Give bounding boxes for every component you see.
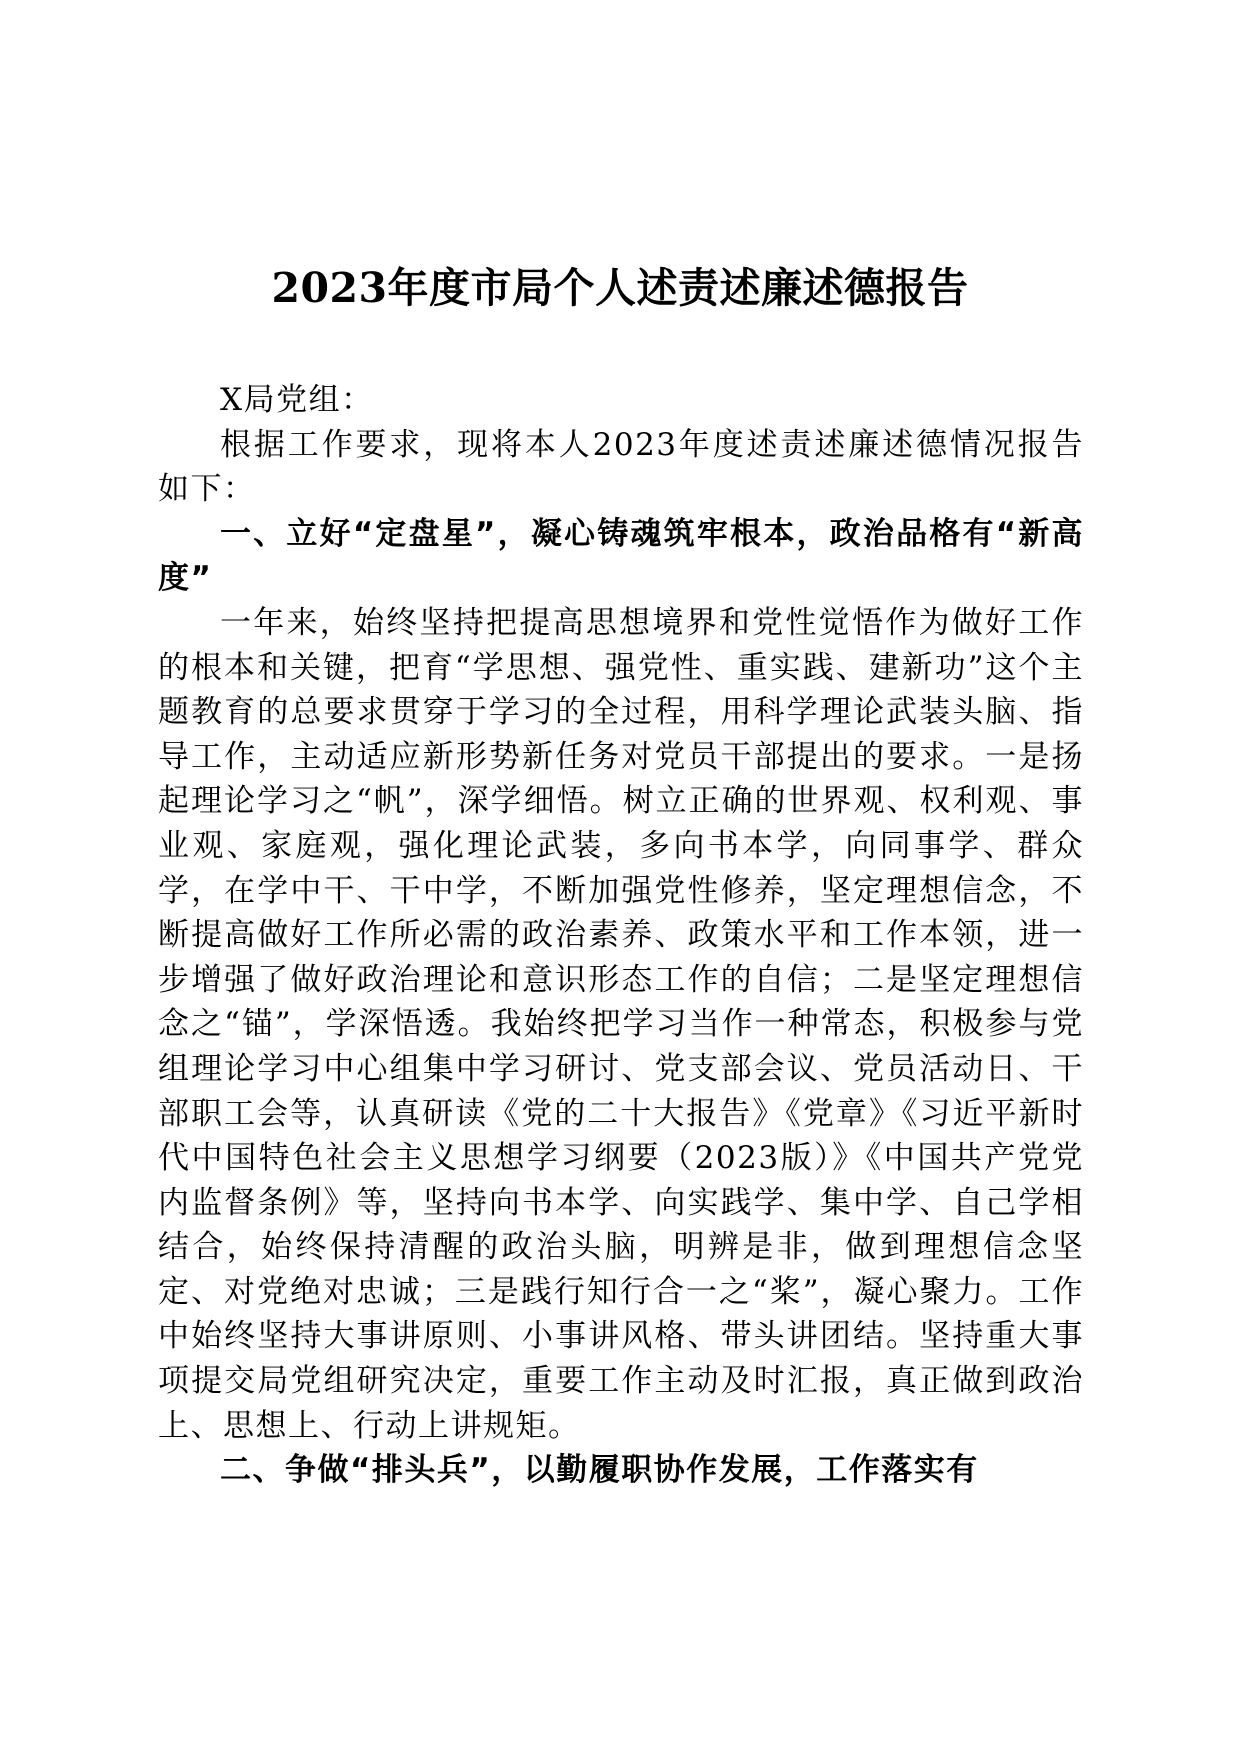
salutation: X局党组： xyxy=(220,382,374,418)
document-title: 2023年度市局个人述责述廉述德报告 xyxy=(271,264,969,312)
document-body xyxy=(158,378,1084,1493)
section-heading-1: 一、立好“定盘星”，凝心铸魂筑牢根本，政治品格有“新高度” xyxy=(158,515,1084,597)
section-heading-2: 二、争做“排头兵”，以勤履职协作发展，工作落实有 xyxy=(220,1452,979,1489)
intro-paragraph: 根据工作要求，现将本人2023年度述责述廉述德情况报告如下： xyxy=(158,426,1084,508)
section-paragraph-1: 一年来，始终坚持把提高思想境界和党性觉悟作为做好工作的根本和关键，把育“学思想、强党性、重实践、建新功”这个主题教育的总要求贯穿于学习的全过程，用科学理论武装头脑、指导工作，主动适应新形势新任务对党员干部提出的要求。一是扬起理论学习之“帆”，深学细悟。树立正确的世界观、权利观、事业观、家庭观，强化理论武装，多向书本学，向同事学、群众学，在学中干、干中学，不断加强党性修养，坚定理想信念，不断提高做好工作所必需的政治素养、政策水平和工作本领，进一步增强了做好政治理论和意识形态工作的自信；二是坚定理想信念之“锚”，学深悟透。我始终把学习当作一种常态，积极参与党组理论学习中心组集中学习研讨、党支部会议、党员活动日、干部职工会等，认真研读《党的二十大报告》《党章》《习近平新时代中国特色社会主义思想学习纲要（2023版）》《中国共产党党内监督条例》等，坚持向书本学、向实践学、集中学、自己学相结合，始终保持清醒的政治头脑，明辨是非，做到理想信念坚定、对党绝对忠诚；三是践行知行合一之“桨”，凝心聚力。工作中始终坚持大事讲原则、小事讲风格、带头讲团结。坚持重大事项提交局党组研究决定，重要工作主动及时汇报，真正做到政治上、思想上、行动上讲规矩。 xyxy=(158,604,1084,1444)
